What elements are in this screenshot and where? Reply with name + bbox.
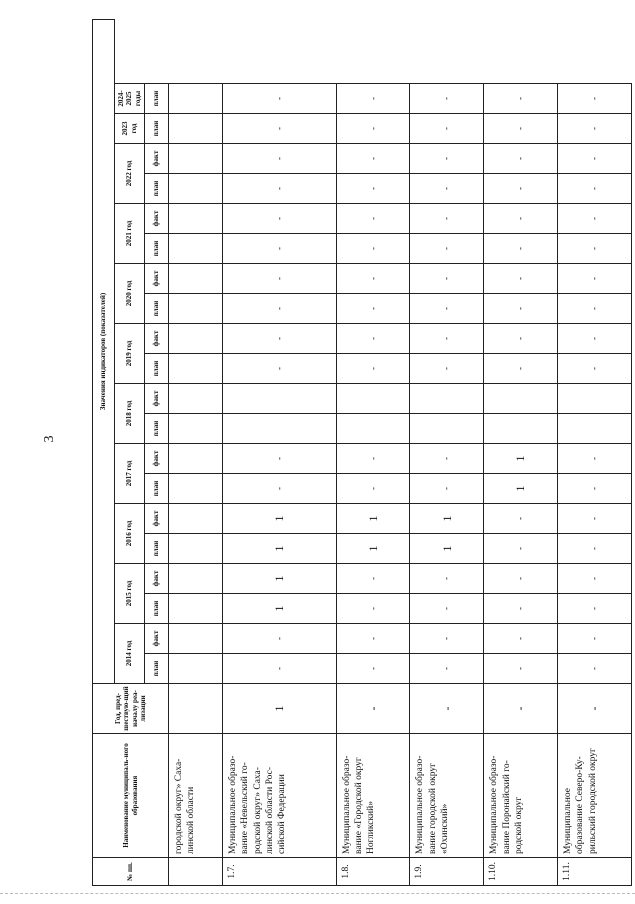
- header-plan: план: [145, 294, 169, 324]
- header-plan: план: [145, 414, 169, 444]
- base-year-value: -: [336, 684, 410, 734]
- indicator-value-cell: -: [336, 564, 410, 594]
- indicator-value-cell: [169, 474, 223, 504]
- header-plan: план: [145, 594, 169, 624]
- indicator-value-cell: -: [336, 204, 410, 234]
- indicator-value-cell: -: [410, 84, 484, 114]
- indicators-table: [92, 19, 632, 886]
- indicator-value-cell: 1: [410, 534, 484, 564]
- indicator-value-cell: -: [223, 174, 336, 204]
- row-number: 1.10.: [484, 858, 558, 886]
- indicator-value-cell: -: [558, 654, 632, 684]
- indicator-value-cell: -: [558, 264, 632, 294]
- indicator-value-cell: -: [223, 264, 336, 294]
- indicator-value-cell: [169, 534, 223, 564]
- indicator-value-cell: -: [223, 84, 336, 114]
- indicator-value-cell: [169, 144, 223, 174]
- indicator-value-cell: -: [336, 294, 410, 324]
- indicator-value-cell: -: [410, 624, 484, 654]
- indicator-value-cell: -: [484, 294, 558, 324]
- header-year: 2015 год: [115, 564, 145, 624]
- indicator-value-cell: -: [484, 354, 558, 384]
- table-row: [410, 19, 484, 885]
- municipality-name: Муниципальное образо-вание «Городской округ Ногликский»: [336, 734, 410, 858]
- header-year: 2020 год: [115, 264, 145, 324]
- indicator-value-cell: [169, 504, 223, 534]
- header-values: Значения индикаторов (показателей): [93, 19, 115, 683]
- indicator-value-cell: [336, 384, 410, 414]
- indicator-value-cell: -: [336, 444, 410, 474]
- document-body: [92, 20, 635, 886]
- indicator-value-cell: -: [410, 234, 484, 264]
- indicator-value-cell: [169, 594, 223, 624]
- table-row: [558, 19, 632, 885]
- indicator-value-cell: -: [484, 654, 558, 684]
- indicator-value-cell: -: [558, 444, 632, 474]
- indicator-value-cell: [169, 324, 223, 354]
- indicator-value-cell: -: [410, 264, 484, 294]
- header-fact: факт: [145, 504, 169, 534]
- header-plan: план: [145, 234, 169, 264]
- indicator-value-cell: [336, 414, 410, 444]
- header-year: 2024-2025 годы: [115, 84, 145, 114]
- base-year-value: -: [484, 684, 558, 734]
- header-year: 2021 год: [115, 204, 145, 264]
- indicator-value-cell: [169, 264, 223, 294]
- indicator-value-cell: -: [223, 294, 336, 324]
- indicator-value-cell: 1: [223, 594, 336, 624]
- page-bottom-rule: [0, 893, 635, 894]
- header-year: 2016 год: [115, 504, 145, 564]
- indicator-value-cell: -: [484, 504, 558, 534]
- header-plan: план: [145, 174, 169, 204]
- indicator-value-cell: -: [336, 654, 410, 684]
- header-fact: факт: [145, 624, 169, 654]
- municipality-name: городской округ» Саха-линской области: [169, 734, 223, 858]
- indicator-value-cell: -: [484, 324, 558, 354]
- indicator-value-cell: -: [558, 174, 632, 204]
- indicator-value-cell: -: [484, 174, 558, 204]
- indicator-value-cell: -: [410, 444, 484, 474]
- indicator-value-cell: -: [410, 144, 484, 174]
- indicator-value-cell: -: [336, 594, 410, 624]
- base-year-value: -: [410, 684, 484, 734]
- indicator-value-cell: -: [223, 144, 336, 174]
- indicator-value-cell: [169, 654, 223, 684]
- indicator-value-cell: -: [336, 174, 410, 204]
- header-fact: факт: [145, 144, 169, 174]
- header-year: 2014 год: [115, 624, 145, 684]
- row-number: [169, 858, 223, 886]
- indicator-value-cell: -: [410, 354, 484, 384]
- indicator-value-cell: -: [558, 504, 632, 534]
- indicator-value-cell: -: [484, 234, 558, 264]
- indicator-value-cell: -: [558, 354, 632, 384]
- indicator-value-cell: -: [336, 324, 410, 354]
- indicator-value-cell: [169, 234, 223, 264]
- indicator-value-cell: -: [223, 324, 336, 354]
- indicator-value-cell: -: [336, 144, 410, 174]
- indicator-value-cell: [169, 354, 223, 384]
- base-year-value: [169, 684, 223, 734]
- indicator-value-cell: 1: [336, 534, 410, 564]
- indicator-value-cell: -: [558, 564, 632, 594]
- indicator-value-cell: -: [558, 144, 632, 174]
- indicator-value-cell: 1: [336, 504, 410, 534]
- indicator-value-cell: -: [410, 114, 484, 144]
- indicator-value-cell: -: [558, 594, 632, 624]
- table-body: [169, 19, 632, 885]
- indicator-value-cell: -: [484, 114, 558, 144]
- indicator-value-cell: -: [336, 354, 410, 384]
- indicator-value-cell: -: [558, 234, 632, 264]
- indicator-value-cell: -: [223, 234, 336, 264]
- indicator-value-cell: [484, 414, 558, 444]
- indicator-value-cell: -: [410, 204, 484, 234]
- indicator-value-cell: [558, 414, 632, 444]
- indicator-value-cell: [169, 414, 223, 444]
- header-name: Наименование муниципаль-ного образования: [93, 734, 169, 858]
- indicator-value-cell: [484, 384, 558, 414]
- indicator-value-cell: -: [410, 564, 484, 594]
- rotated-table-container: [92, 20, 635, 886]
- header-plan: план: [145, 354, 169, 384]
- indicator-value-cell: 1: [484, 444, 558, 474]
- header-plan: план: [145, 654, 169, 684]
- indicator-value-cell: [169, 624, 223, 654]
- municipality-name: Муниципальное образование Северо-Ку-рильский городской округ: [558, 734, 632, 858]
- indicator-value-cell: -: [223, 204, 336, 234]
- indicator-value-cell: 1: [410, 504, 484, 534]
- table-row: [223, 19, 336, 885]
- indicator-value-cell: [169, 84, 223, 114]
- header-fact: факт: [145, 324, 169, 354]
- indicator-value-cell: -: [336, 264, 410, 294]
- header-year: 2017 год: [115, 444, 145, 504]
- indicator-value-cell: -: [223, 444, 336, 474]
- indicator-value-cell: -: [336, 624, 410, 654]
- indicator-value-cell: -: [410, 294, 484, 324]
- table-row: [169, 19, 223, 885]
- indicator-value-cell: [558, 384, 632, 414]
- header-fact: факт: [145, 264, 169, 294]
- header-plan: план: [145, 474, 169, 504]
- indicator-value-cell: -: [410, 654, 484, 684]
- row-number: 1.11.: [558, 858, 632, 886]
- header-fact: факт: [145, 564, 169, 594]
- indicator-value-cell: -: [558, 534, 632, 564]
- header-fact: факт: [145, 444, 169, 474]
- indicator-value-cell: [169, 564, 223, 594]
- indicator-value-cell: -: [484, 84, 558, 114]
- indicator-value-cell: -: [558, 84, 632, 114]
- table-row: [484, 19, 558, 885]
- header-fact: факт: [145, 204, 169, 234]
- indicator-value-cell: -: [558, 114, 632, 144]
- indicator-value-cell: -: [484, 624, 558, 654]
- row-number: 1.8.: [336, 858, 410, 886]
- indicator-value-cell: -: [484, 594, 558, 624]
- indicator-value-cell: -: [410, 594, 484, 624]
- municipality-name: Муниципальное образо-вание «Невельский го-родской округ» Саха-линской области Рос-сийской Федерации: [223, 734, 336, 858]
- indicator-value-cell: [169, 444, 223, 474]
- header-fact: факт: [145, 384, 169, 414]
- indicator-value-cell: -: [558, 624, 632, 654]
- indicator-value-cell: -: [223, 114, 336, 144]
- municipality-name: Муниципальное образо-вание Поронайский го-родской округ: [484, 734, 558, 858]
- indicator-value-cell: [410, 384, 484, 414]
- indicator-value-cell: -: [484, 564, 558, 594]
- indicator-value-cell: -: [484, 534, 558, 564]
- header-num: № пп.: [93, 858, 169, 886]
- indicator-value-cell: -: [336, 114, 410, 144]
- page-number: 3: [42, 435, 57, 443]
- indicator-value-cell: 1: [223, 504, 336, 534]
- indicator-value-cell: -: [336, 84, 410, 114]
- indicator-value-cell: 1: [223, 564, 336, 594]
- indicator-value-cell: 1: [484, 474, 558, 504]
- indicator-value-cell: -: [223, 474, 336, 504]
- indicator-value-cell: [169, 174, 223, 204]
- municipality-name: Муниципальное образо-вание городской округ «Охинский»: [410, 734, 484, 858]
- row-number: 1.7.: [223, 858, 336, 886]
- indicator-value-cell: [169, 294, 223, 324]
- header-year: 2022 год: [115, 144, 145, 204]
- indicator-value-cell: -: [484, 264, 558, 294]
- indicator-value-cell: [410, 414, 484, 444]
- indicator-value-cell: -: [410, 174, 484, 204]
- header-plan: план: [145, 534, 169, 564]
- indicator-value-cell: -: [223, 354, 336, 384]
- indicator-value-cell: -: [336, 474, 410, 504]
- indicator-value-cell: -: [336, 234, 410, 264]
- indicator-value-cell: [169, 114, 223, 144]
- indicator-value-cell: -: [558, 324, 632, 354]
- indicator-value-cell: [223, 414, 336, 444]
- indicator-value-cell: 1: [223, 534, 336, 564]
- indicator-value-cell: -: [558, 474, 632, 504]
- header-plan: план: [145, 84, 169, 114]
- header-year: 2018 год: [115, 384, 145, 444]
- header-year: 2023 год: [115, 114, 145, 144]
- indicator-value-cell: -: [223, 624, 336, 654]
- header-base-year: Год, пред-шествую-щий началу реа-лизации: [93, 684, 169, 734]
- indicator-value-cell: -: [410, 324, 484, 354]
- header-year: 2019 год: [115, 324, 145, 384]
- table-row: [336, 19, 410, 885]
- indicator-value-cell: -: [223, 654, 336, 684]
- indicator-value-cell: [223, 384, 336, 414]
- indicator-value-cell: [169, 204, 223, 234]
- indicator-value-cell: [169, 384, 223, 414]
- header-plan: план: [145, 114, 169, 144]
- indicator-value-cell: -: [558, 204, 632, 234]
- base-year-value: -: [558, 684, 632, 734]
- row-number: 1.9.: [410, 858, 484, 886]
- indicator-value-cell: -: [484, 204, 558, 234]
- indicator-value-cell: -: [558, 294, 632, 324]
- indicator-value-cell: -: [484, 144, 558, 174]
- indicator-value-cell: -: [410, 474, 484, 504]
- base-year-value: 1: [223, 684, 336, 734]
